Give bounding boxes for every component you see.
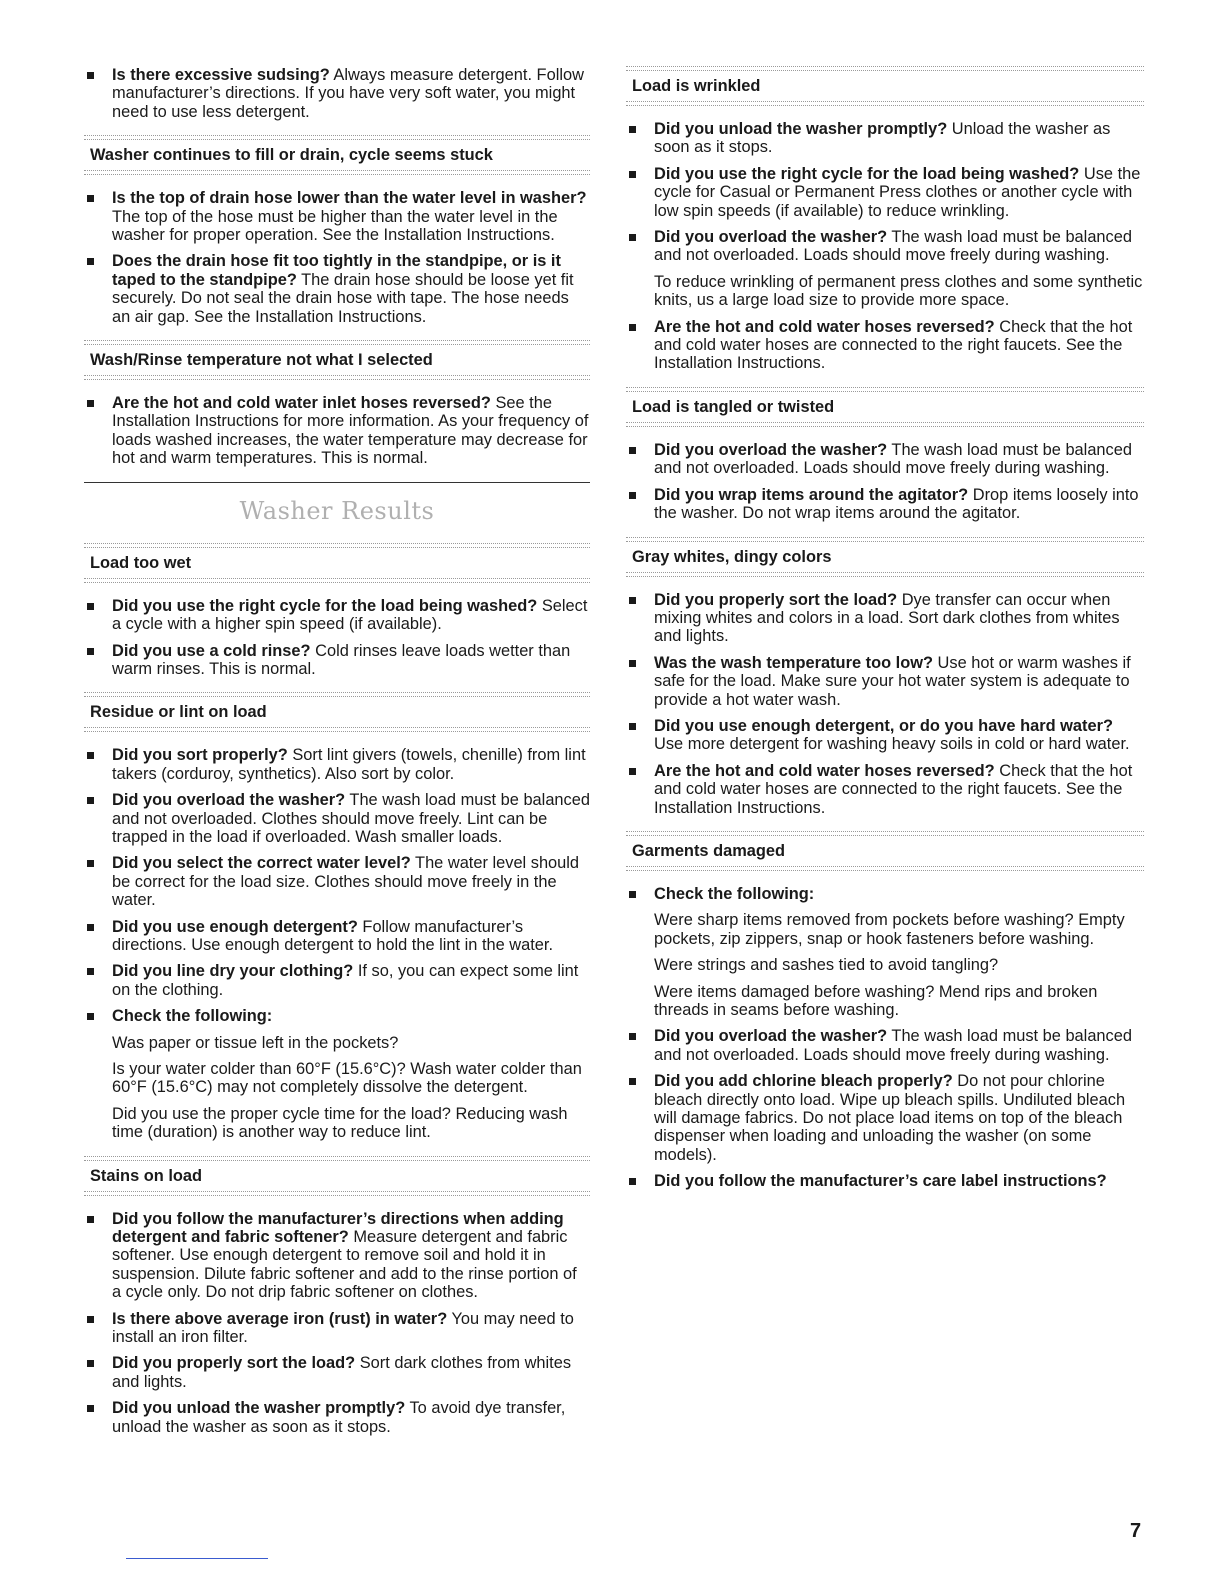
bullet-icon [629, 492, 636, 499]
bullet-icon [87, 1316, 94, 1323]
list-item: Does the drain hose fit too tightly in the standpipe, or is it taped to the standpipe? The drain hose should be loose yet fit securely. Do not seal the drain hose with tape. The hose needs an air gap. See the Installation Instructions. [84, 252, 590, 326]
note-text: Is your water colder than 60°F (15.6°C)? Wash water colder than 60°F (15.6°C) may not completely dissolve the detergent. [112, 1060, 582, 1097]
bullet-icon [87, 797, 94, 804]
note-text: To reduce wrinkling of permanent press clothes and some synthetic knits, us a large load size to provide more space. [654, 272, 1143, 310]
note-text: Did you use the proper cycle time for the load? Reducing wash time (duration) is another way to reduce lint. [112, 1104, 568, 1142]
section-header [84, 340, 590, 380]
bullet-icon [629, 1078, 636, 1085]
bullet-icon [87, 400, 94, 407]
bullet-icon [629, 660, 636, 667]
list-item: Is there above average iron (rust) in water? You may need to install an iron filter. [84, 1310, 590, 1347]
bullet-icon [629, 1033, 636, 1040]
list-item: Was the wash temperature too low? Use hot or warm washes if safe for the load. Make sure your hot water system is adequate to provide a hot water wash. [626, 654, 1144, 709]
list-item: Did you use a cold rinse? Cold rinses leave loads wetter than warm rinses. This is normal. [84, 642, 590, 679]
list-item: Is the top of drain hose lower than the water level in washer? The top of the hose must be higher than the water level in the washer for proper operation. See the Installation Instructions. [84, 189, 590, 244]
list-item: Did you wrap items around the agitator? Drop items loosely into the washer. Do not wrap items around the agitator. [626, 486, 1144, 523]
right-column [626, 66, 1144, 1199]
bullet-icon [629, 126, 636, 133]
note-text: Were sharp items removed from pockets before washing? Empty pockets, zip zippers, snap or hook fasteners before washing. [654, 911, 1125, 948]
list-item: Did you overload the washer? The wash load must be balanced and not overloaded. Loads should move freely during washing. [626, 1027, 1144, 1064]
bullet-icon [629, 891, 636, 898]
list-item: Did you add chlorine bleach properly? Do not pour chlorine bleach directly onto load. Wipe up bleach spills. Undiluted bleach will damage fabrics. Do not place load items on top of the bleach dispenser when loading and unloading the washer (on some models). [626, 1072, 1144, 1164]
note-text: Were items damaged before washing? Mend rips and broken threads in seams before washing. [654, 982, 1098, 1019]
list-item: Are the hot and cold water hoses reversed? Check that the hot and cold water hoses are connected to the right faucets. See the Installation Instructions. [626, 762, 1144, 817]
bullet-icon [87, 603, 94, 610]
bullet-icon [87, 924, 94, 931]
bullet-icon [87, 195, 94, 202]
list-item: Did you use enough detergent? Follow manufacturer’s directions. Use enough detergent to hold the lint in the water. [84, 918, 590, 955]
list-item: Did you follow the manufacturer’s directions when adding detergent and fabric softener? Measure detergent and fabric softener. Use enough detergent to remove soil and hold it in suspension. Dilute fabric softener and add to the rinse portion of a cycle only. Do not drip fabric softener on clothes. [84, 1210, 590, 1302]
bullet-icon [629, 1178, 636, 1185]
list-item: Check the following: [84, 1007, 590, 1025]
list-item: Did you select the correct water level? The water level should be correct for the load size. Clothes should move freely in the water. [84, 854, 590, 909]
list-item: Did you use the right cycle for the load being washed? Select a cycle with a higher spin speed (if available). [84, 597, 590, 634]
list-item: Check the following: [626, 885, 1144, 903]
list-item: Are the hot and cold water inlet hoses reversed? See the Installation Instructions for more information. As your frequency of loads washed increases, the water temperature may decrease for hot and warm temperatures. This is normal. [84, 394, 590, 468]
section-title: Residue or lint on load [90, 703, 267, 722]
bullet-icon [629, 234, 636, 241]
section-header [626, 387, 1144, 427]
list-item: Did you unload the washer promptly? Unload the washer as soon as it stops. [626, 120, 1144, 157]
section-title: Washer continues to fill or drain, cycle seems stuck [90, 146, 493, 165]
section-header [626, 66, 1144, 106]
footer-rule [126, 1558, 268, 1559]
section-header [84, 543, 590, 583]
list-item: Did you sort properly? Sort lint givers (towels, chenille) from lint takers (corduroy, synthetics). Also sort by color. [84, 746, 590, 783]
section-header [84, 1156, 590, 1196]
note-text: Were strings and sashes tied to avoid tangling? [654, 956, 999, 975]
left-column [84, 66, 590, 1444]
bullet-icon [87, 860, 94, 867]
page-number: 7 [1130, 1520, 1142, 1542]
list-item: Did you overload the washer? The wash load must be balanced and not overloaded. Loads should move freely during washing. [626, 228, 1144, 265]
section-header [84, 692, 590, 732]
bullet-icon [629, 723, 636, 730]
section-header [626, 831, 1144, 871]
section-title: Load is tangled or twisted [632, 397, 835, 416]
bullet-icon [629, 171, 636, 178]
section-title: Wash/Rinse temperature not what I selected [90, 351, 433, 370]
list-item: Did you use the right cycle for the load being washed? Use the cycle for Casual or Permanent Press clothes or another cycle with low spin speeds (if available) to reduce wrinkling. [626, 165, 1144, 220]
list-item: Did you unload the washer promptly? To avoid dye transfer, unload the washer as soon as it stops. [84, 1399, 590, 1436]
section-title: Gray whites, dingy colors [632, 547, 832, 566]
bullet-icon [87, 258, 94, 265]
bullet-icon [87, 1013, 94, 1020]
bullet-icon [629, 324, 636, 331]
list-item: Did you overload the washer? The wash load must be balanced and not overloaded. Clothes should move freely. Lint can be trapped in the load if overloaded. Wash smaller loads. [84, 791, 590, 846]
list-item: Is there excessive sudsing? Always measure detergent. Follow manufacturer’s directions. If you have very soft water, you might need to use less detergent. [84, 66, 590, 121]
list-item: Did you use enough detergent, or do you have hard water? Use more detergent for washing heavy soils in cold or hard water. [626, 717, 1144, 754]
results-title: Washer Results [239, 496, 435, 525]
bullet-icon [87, 752, 94, 759]
note-text: Was paper or tissue left in the pockets? [112, 1033, 399, 1052]
list-item: Did you line dry your clothing? If so, you can expect some lint on the clothing. [84, 962, 590, 999]
section-title: Garments damaged [632, 841, 786, 860]
bullet-icon [87, 1360, 94, 1367]
bullet-icon [87, 1405, 94, 1412]
section-header [626, 537, 1144, 577]
bullet-icon [87, 968, 94, 975]
list-item: Did you follow the manufacturer’s care label instructions? [626, 1172, 1144, 1190]
bullet-icon [87, 72, 94, 79]
section-title: Stains on load [90, 1166, 203, 1185]
bullet-icon [87, 1216, 94, 1223]
section-header [84, 135, 590, 175]
section-title: Load too wet [90, 553, 192, 572]
list-item: Did you overload the washer? The wash load must be balanced and not overloaded. Loads should move freely during washing. [626, 441, 1144, 478]
bullet-icon [629, 768, 636, 775]
list-item: Are the hot and cold water hoses reversed? Check that the hot and cold water hoses are connected to the right faucets. See the Installation Instructions. [626, 318, 1144, 373]
bullet-icon [629, 447, 636, 454]
list-item: Did you properly sort the load? Sort dark clothes from whites and lights. [84, 1354, 590, 1391]
divider [84, 482, 590, 483]
section-title: Load is wrinkled [632, 77, 761, 95]
bullet-icon [87, 648, 94, 655]
list-item: Did you properly sort the load? Dye transfer can occur when mixing whites and colors in a load. Sort dark clothes from whites and lights. [626, 591, 1144, 646]
bullet-icon [629, 597, 636, 604]
